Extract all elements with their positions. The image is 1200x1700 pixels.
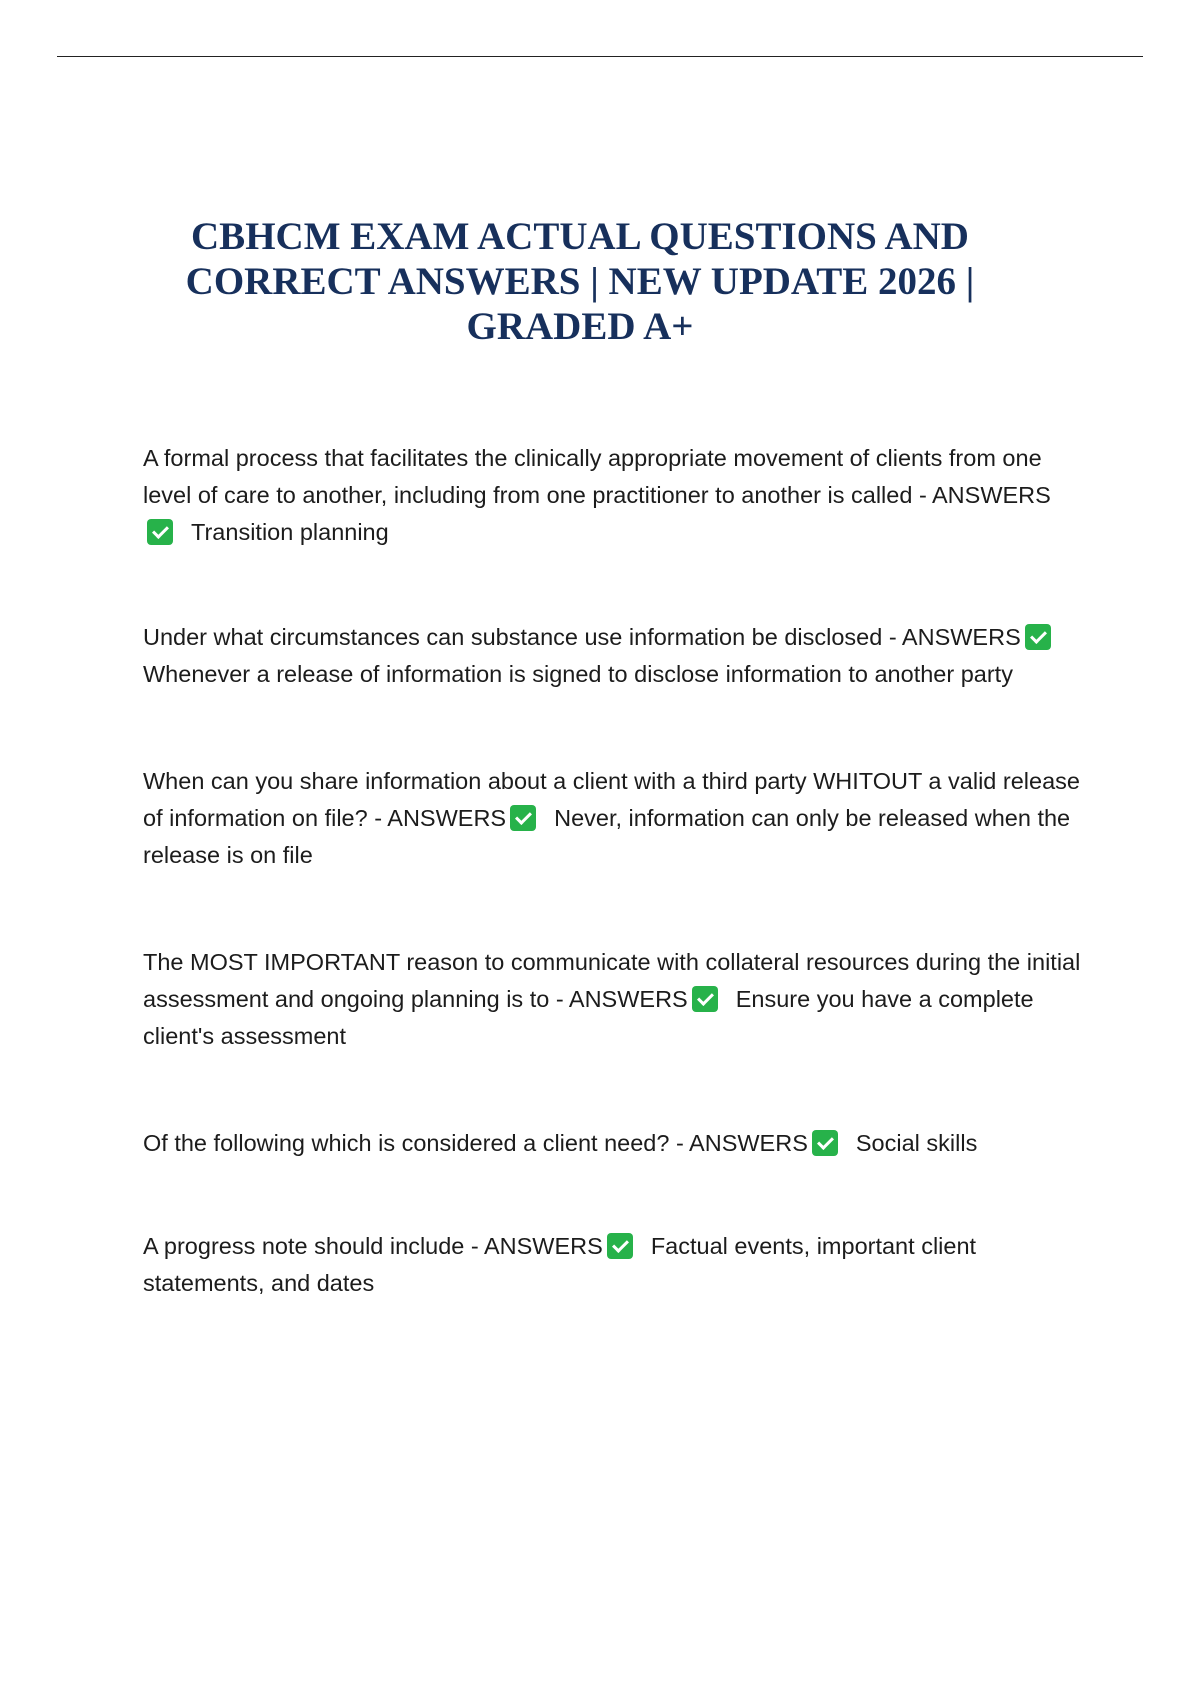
answer-marker: - ANSWERS (374, 805, 507, 831)
qa-item (143, 619, 1083, 693)
question-text: A progress note should include (143, 1233, 465, 1259)
green-checkmark-icon (812, 1130, 838, 1156)
answer-marker: - ANSWERS (675, 1130, 808, 1156)
header-rule (57, 56, 1143, 57)
document-title: CBHCM EXAM ACTUAL QUESTIONS AND CORRECT ANSWERS | NEW UPDATE 2026 | GRADED A+ (185, 215, 975, 348)
answer-marker: - ANSWERS (918, 482, 1051, 508)
answer-text: Factual events, important client statements, and dates (143, 1233, 977, 1296)
answer-text: Whenever a release of information is signed to disclose information to another party (143, 661, 1013, 687)
qa-item (143, 440, 1083, 551)
answer-text: Ensure you have a complete client's assessment (143, 986, 1034, 1049)
green-checkmark-icon (510, 805, 536, 831)
question-text: A formal process that facilitates the clinically appropriate movement of clients from one level of care to another, including from one practitioner to another is called (143, 445, 1042, 508)
question-text: Of the following which is considered a client need? (143, 1130, 670, 1156)
answer-text: Transition planning (191, 519, 389, 545)
green-checkmark-icon (692, 986, 718, 1012)
answer-text: Social skills (855, 1130, 978, 1156)
answer-marker: - ANSWERS (470, 1233, 603, 1259)
question-text: Under what circumstances can substance use information be disclosed (143, 624, 883, 650)
qa-item (143, 763, 1083, 874)
question-text: The MOST IMPORTANT reason to communicate with collateral resources during the initial assessment and ongoing planning is to (143, 949, 1081, 1012)
answer-text: Never, information can only be released when the release is on file (143, 805, 1071, 868)
green-checkmark-icon (1025, 624, 1051, 650)
answer-marker: - ANSWERS (555, 986, 688, 1012)
qa-list (143, 440, 1083, 1302)
qa-item (143, 944, 1083, 1055)
qa-item (143, 1125, 1083, 1162)
green-checkmark-icon (147, 519, 173, 545)
answer-marker: - ANSWERS (888, 624, 1021, 650)
question-text: When can you share information about a client with a third party WHITOUT a valid release of information on file? (143, 768, 1080, 831)
green-checkmark-icon (607, 1233, 633, 1259)
qa-item (143, 1228, 1083, 1302)
